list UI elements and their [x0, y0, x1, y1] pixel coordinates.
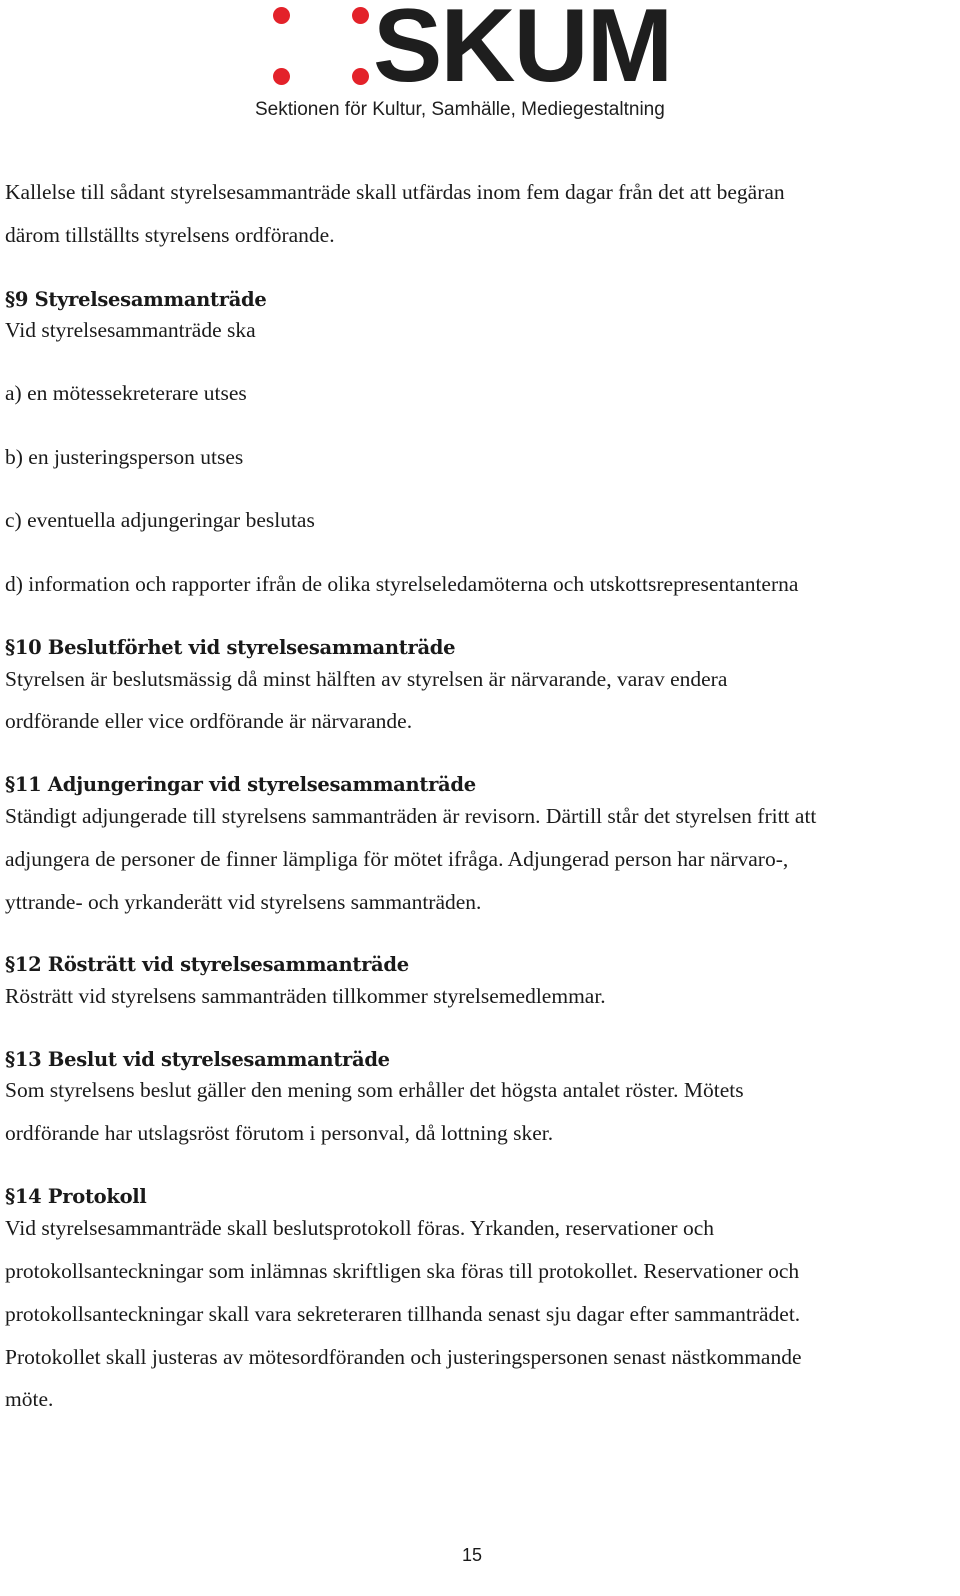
- page-number: 15: [462, 1545, 483, 1565]
- section-heading: §11 Adjungeringar vid styrelsesammanträde: [5, 773, 476, 796]
- list-item: c) eventuella adjungeringar beslutas: [5, 508, 315, 532]
- paragraph-line: ordförande eller vice ordförande är närvarande.: [5, 709, 413, 733]
- paragraph-line: möte.: [5, 1387, 54, 1411]
- logo-dots-icon: [273, 4, 383, 94]
- paragraph-line: Som styrelsens beslut gäller den mening som erhåller det högsta antalet röster. Mötets: [5, 1078, 744, 1102]
- paragraph-line: Rösträtt vid styrelsens sammanträden tillkommer styrelsemedlemmar.: [5, 984, 606, 1008]
- paragraph-line: protokollsanteckningar som inlämnas skriftligen ska föras till protokollet. Reservationer och: [5, 1259, 800, 1283]
- list-item: a) en mötessekreterare utses: [5, 381, 247, 405]
- list-item: d) information och rapporter ifrån de olika styrelseledamöterna och utskottsrepresentanterna: [5, 572, 799, 596]
- logo-subtitle: Sektionen för Kultur, Samhälle, Mediegestaltning: [255, 99, 665, 120]
- paragraph-line: protokollsanteckningar skall vara sekreteraren tillhanda senast sju dagar efter sammanträdet.: [5, 1302, 801, 1326]
- intro-line: därom tillställts styrelsens ordförande.: [5, 223, 335, 247]
- paragraph-line: adjungera de personer de finner lämpliga för mötet ifråga. Adjungerad person har närvaro-,: [5, 847, 789, 871]
- paragraph-line: Protokollet skall justeras av mötesordföranden och justeringspersonen senast nästkommande: [5, 1345, 802, 1369]
- section-heading: §9 Styrelsesammanträde: [5, 288, 267, 311]
- section-heading: §13 Beslut vid styrelsesammanträde: [5, 1048, 390, 1071]
- section-heading: §12 Rösträtt vid styrelsesammanträde: [5, 953, 409, 976]
- section-heading: §14 Protokoll: [5, 1185, 147, 1208]
- paragraph-line: Ständigt adjungerade till styrelsens sammanträden är revisorn. Därtill står det styrelsen fritt att: [5, 804, 817, 828]
- paragraph-line: ordförande har utslagsröst förutom i personval, då lottning sker.: [5, 1121, 554, 1145]
- list-item: b) en justeringsperson utses: [5, 445, 244, 469]
- paragraph-line: Vid styrelsesammanträde ska: [5, 318, 256, 342]
- paragraph-line: Vid styrelsesammanträde skall beslutsprotokoll föras. Yrkanden, reservationer och: [5, 1216, 714, 1240]
- logo-wordmark: SKUM: [373, 0, 672, 104]
- skum-logo: [255, 0, 715, 130]
- intro-line: Kallelse till sådant styrelsesammanträde skall utfärdas inom fem dagar från det att begäran: [5, 180, 785, 204]
- section-heading: §10 Beslutförhet vid styrelsesammanträde: [5, 636, 456, 659]
- paragraph-line: yttrande- och yrkanderätt vid styrelsens sammanträden.: [5, 890, 482, 914]
- paragraph-line: Styrelsen är beslutsmässig då minst hälften av styrelsen är närvarande, varav endera: [5, 667, 728, 691]
